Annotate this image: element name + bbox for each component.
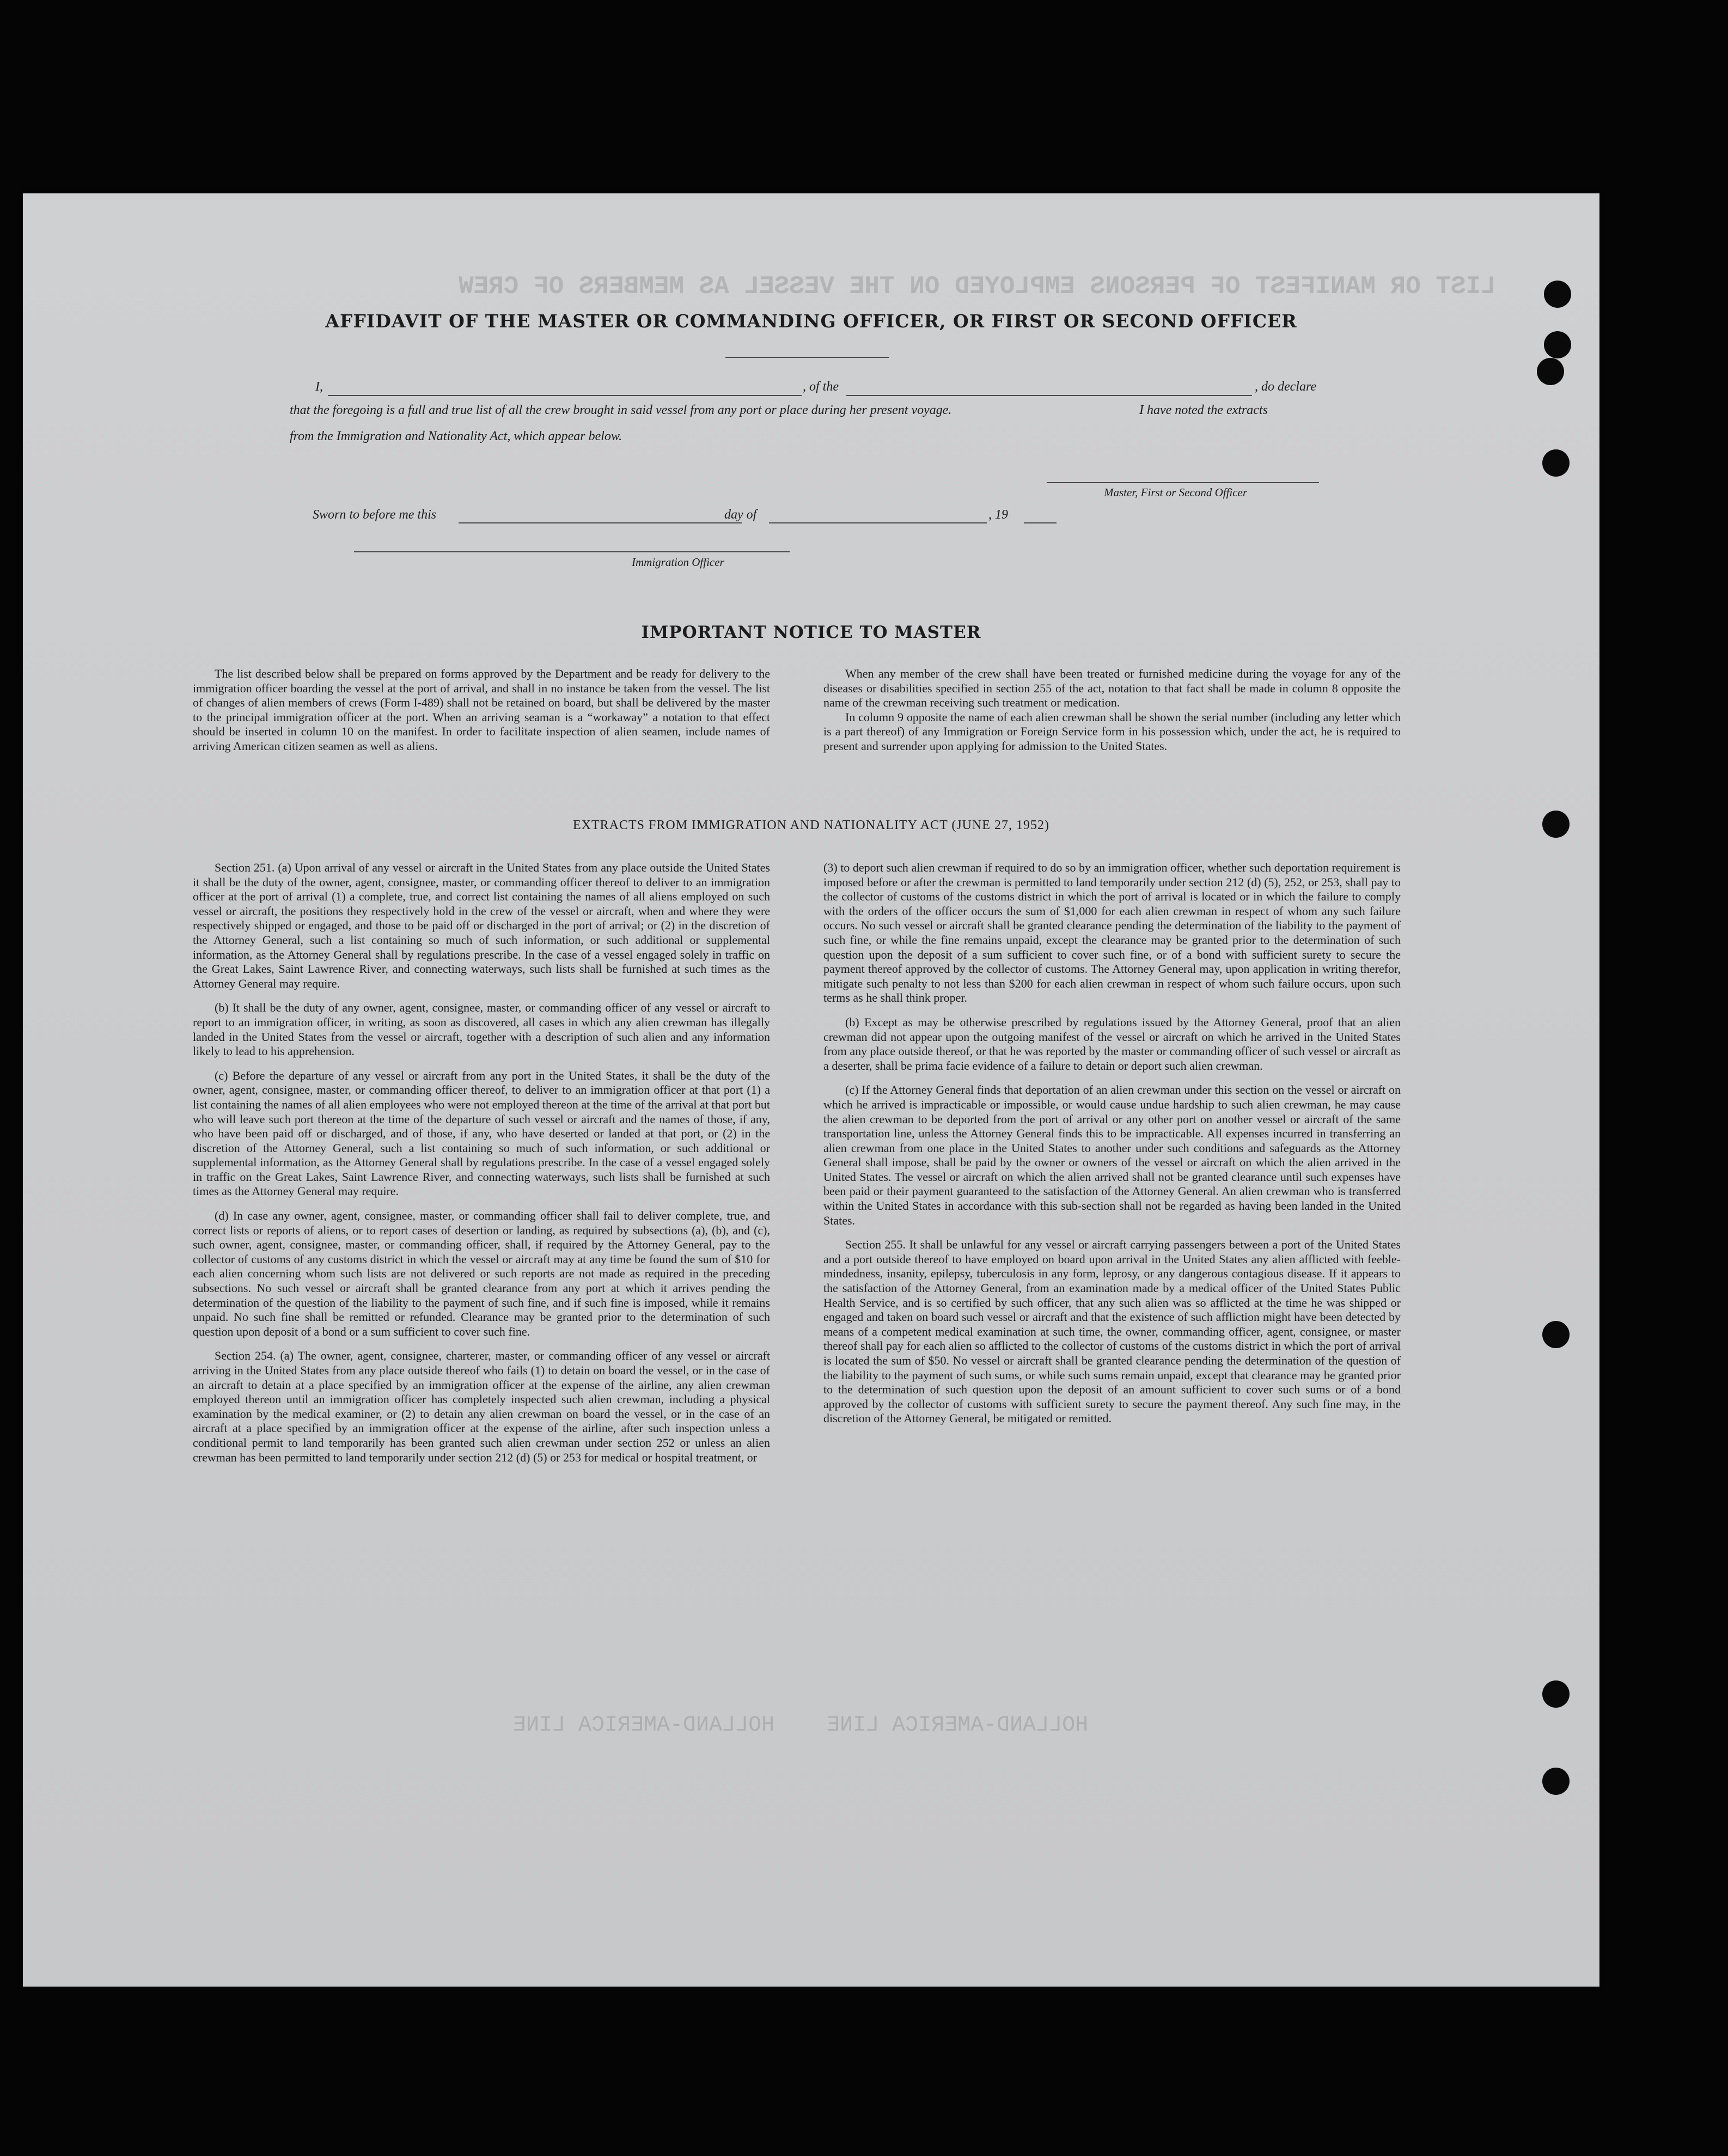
punch-hole [1537,358,1564,385]
affidavit-do-declare: , do declare [1255,380,1317,394]
extracts-left-column [193,861,770,1475]
sworn-year-field[interactable] [1024,522,1057,523]
notice-right-paragraph-2: In column 9 opposite the name of each alien crewman shall be shown the serial number (including any letter which is a part thereof) of any Immigration or Foreign Service form in his possession which, under the act, he is required to present and surrender upon applying for admission to the United States. [823,710,1401,753]
punch-hole [1544,281,1571,308]
affidavit-vessel-field[interactable] [846,395,1252,396]
sworn-label: Sworn to before me this [313,508,437,522]
bleed-through-header: LIST OR MANIFEST OF PERSONS EMPLOYED ON THE VESSEL AS MEMBERS OF CREW [459,272,1496,301]
notice-right-paragraph-1: When any member of the crew shall have been treated or furnished medicine during the voyage for any of the diseases or disabilities specified in section 255 of the act, notation to that fact shall be made in column 8 opposite the name of the crewman receiving such treatment or medication. [823,667,1401,710]
bleed-through-lines: HOLLAND-AMERICA LINE HOLLAND-AMERICA LINE [513,1713,1089,1738]
notice-left-paragraph: The list described below shall be prepared on forms approved by the Department and be ready for delivery to the immigration officer boarding the vessel at the port of arrival, and shall in no instance be taken from the vessel. The list of changes of alien members of crews (Form I-489) shall not be retained on board, but shall be delivered by the master to the principal immigration officer at the port. When an arriving seaman is a “workaway” a notation to that effect should be inserted in column 10 on the manifest. In order to facilitate inspection of alien seamen, include names of arriving American citizen seamen as well as aliens. [193,667,770,753]
notice-left-column [193,667,770,764]
sworn-day-field[interactable] [459,522,742,523]
section-254-a: Section 254. (a) The owner, agent, consignee, charterer, master, or commanding officer of any vessel or aircraft arriving in the United States from any place outside thereof who fails (1) to detain on board the vessel, or in the case of an aircraft to detain at a place specified by an immigration officer at the expense of the airline, any alien crewman employed thereon until an immigration officer has completely inspected such alien crewman, including a physical examination by the medical examiner, or (2) to detain any alien crewman on board the vessel, or in the case of an aircraft at a place specified by an immigration officer at the expense of the airline, after such inspection unless a conditional permit to land temporarily has been granted such alien crewman under section 252 or unless an alien crewman has been permitted to land temporarily under section 212 (d) (5) or 253 for medical or hospital treatment, or [193,1349,770,1464]
section-255: Section 255. It shall be unlawful for any vessel or aircraft carrying passengers between a port of the United States and a port outside thereof to have employed on board upon arrival in the United States any alien afflicted with feeble-mindedness, insanity, epilepsy, tuberculosis in any form, leprosy, or any dangerous contagious disease. If it appears to the satisfaction of the Attorney General, from an examination made by a medical officer of the United States Public Health Service, and is so certified by such officer, that any such alien was so afflicted at the time he was shipped or engaged and taken on board such vessel or aircraft and that the existence of such affliction might have been detected by means of a competent medical examination at such time, the owner, commanding officer, agent, consignee, or master thereof shall pay for each alien so afflicted to the collector of customs of the customs district in which the port of arrival is located the sum of $50. No vessel or aircraft shall be granted clearance pending the determination of the question of the liability to the payment of such sums, or while such sums remain unpaid, except that clearance may be granted prior to the determination of such question upon the deposit of an amount sufficient to cover such sums or of a bond approved by the collector of customs with sufficient surety to secure the payment thereof. Any such fine may, in the discretion of the Attorney General, be mitigated or remitted. [823,1238,1401,1426]
affidavit-statement-line2: from the Immigration and Nationality Act, which appear below. [290,429,622,443]
immigration-officer-caption: Immigration Officer [632,556,724,569]
punch-hole [1542,449,1570,477]
immigration-officer-signature-line[interactable] [354,551,790,552]
section-251-c: (c) Before the departure of any vessel or aircraft from any port in the United States, it shall be the duty of the owner, agent, consignee, master, or commanding officer thereof, to deliver to an immigration officer at that port (1) a list containing the names of all alien employees who were not employed thereon at the time of the arrival at that port but who will leave such port thereon at the time of the departure of such vessel or aircraft and the names of those, if any, who have been paid off or discharged, and of those, if any, who have deserted or landed at that port, or (2) in the discretion of the Attorney General, such a list containing so much of such information, or such additional or supplemental information, as the Attorney General shall by regulations prescribe. In the case of a vessel engaged solely in traffic on the Great Lakes, Saint Lawrence River, and connecting waterways, such lists shall be furnished at such times as the Attorney General may require. [193,1068,770,1198]
section-251-b: (b) It shall be the duty of any owner, agent, consignee, master, or commanding officer of any vessel or aircraft to report to an immigration officer, in writing, as soon as discovered, all cases in which any alien crewman has illegally landed in the United States from the vessel or aircraft, together with a description of such alien and any information likely to lead to his apprehension. [193,1001,770,1058]
master-caption: Master, First or Second Officer [1104,486,1248,499]
extracts-title: EXTRACTS FROM IMMIGRATION AND NATIONALITY ACT (JUNE 27, 1952) [573,818,1049,832]
affidavit-name-field[interactable] [328,395,802,396]
master-signature-line[interactable] [1047,482,1319,483]
document-sheet [23,193,1599,1987]
section-254-b: (b) Except as may be otherwise prescribed by regulations issued by the Attorney General, proof that an alien crewman did not appear upon the outgoing manifest of the vessel or aircraft on which he arrived in the United States from any place outside thereof, or that he was reported by the master or commanding officer of such vessel or aircraft as a deserter, shall be prima facie evidence of a failure to detain or deport such alien crewman. [823,1015,1401,1073]
affidavit-statement-line1: that the foregoing is a full and true list of all the crew brought in said vessel from any port or place during her present voyage. [290,403,952,417]
affidavit-statement-extracts: I have noted the extracts [1139,403,1268,417]
punch-hole [1544,331,1571,358]
punch-hole [1542,1321,1570,1348]
punch-hole [1542,811,1570,838]
affidavit-title: AFFIDAVIT OF THE MASTER OR COMMANDING OFFICER, OR FIRST OR SECOND OFFICER [325,310,1297,332]
affidavit-i-label: I, [315,380,323,394]
year-label: , 19 [988,508,1008,522]
extracts-right-column [823,861,1401,1436]
section-254-a-continued: (3) to deport such alien crewman if required to do so by an immigration officer, whether such deportation requirement is imposed before or after the crewman is permitted to land temporarily under section 212 (d) (5), 252, or 253, shall pay to the collector of customs of the customs district in which the port of arrival is located or in which the failure to comply with the orders of the officer occurs the sum of $1,000 for each alien crewman in respect of whom any such failure occurs. No such vessel or aircraft shall be granted clearance pending the determination of the liability to the payment of such fine, or while the fine remains unpaid, except the clearance may be granted prior to the determination of such question upon the deposit of a sum sufficient to cover such fine, or of a bond with sufficient surety to secure the payment thereof approved by the collector of customs. The Attorney General may, upon application in writing therefor, mitigate such penalty to not less than $200 for each alien crewman in respect of whom such failure occurs, upon such terms as he shall think proper. [823,861,1401,1005]
sworn-month-field[interactable] [769,522,987,523]
affidavit-of-the-label: , of the [803,380,839,394]
section-254-c: (c) If the Attorney General finds that deportation of an alien crewman under this section on the vessel or aircraft on which he arrived is impracticable or impossible, or would cause undue hardship to such alien crewman, he may cause the alien crewman to be deported from the port of arrival or any other port on another vessel or aircraft of the same transportation line, unless the Attorney General finds this to be impracticable. All expenses incurred in transferring an alien crewman from one place in the United States to another under such conditions and safeguards as the Attorney General shall impose, shall be paid by the owner or owners of the vessel or aircraft on which the alien arrived in the United States. The vessel or aircraft on which the alien arrived shall not be granted clearance until such expenses have been paid or their payment guaranteed to the satisfaction of the Attorney General. An alien crewman who is transferred within the United States in accordance with this sub-section shall not be regarded as having been landed in the United States. [823,1083,1401,1227]
section-251-a: Section 251. (a) Upon arrival of any vessel or aircraft in the United States from any place outside the United States it shall be the duty of the owner, agent, consignee, master, or commanding officer thereof to deliver to an immigration officer at the port of arrival (1) a complete, true, and correct list containing the names of all aliens employed on such vessel or aircraft, the positions they respectively hold in the crew of the vessel or aircraft, when and where they were respectively shipped or engaged, and those to be paid off or discharged in the port of arrival; or (2) in the discretion of the Attorney General, such a list containing so much of such information, or such additional or supplemental information, as the Attorney General shall by regulations prescribe. In the case of a vessel engaged solely in traffic on the Great Lakes, Saint Lawrence River, and connecting waterways, such lists shall be furnished at such times as the Attorney General may require. [193,861,770,990]
section-251-d: (d) In case any owner, agent, consignee, master, or commanding officer shall fail to deliver complete, true, and correct lists or reports of aliens, or to report cases of desertion or landing, as required by subsections (a), (b), and (c), such owner, agent, consignee, master, or commanding officer, shall, if required by the Attorney General, pay to the collector of customs of any customs district in which the vessel or aircraft may at any time be found the sum of $10 for each alien concerning whom such lists are not delivered or such reports are not made as required in the preceding subsections. No such vessel or aircraft shall be granted clearance from any port at which it arrives pending the determination of the question of the liability to the payment of such fine, and if such fine is imposed, while it remains unpaid. No such fine shall be remitted or refunded. Clearance may be granted prior to the determination of such question upon deposit of a bond or a sum sufficient to cover such fine. [193,1209,770,1338]
notice-right-column [823,667,1401,764]
notice-title: IMPORTANT NOTICE TO MASTER [641,623,981,642]
punch-hole [1542,1680,1570,1708]
punch-hole [1542,1768,1570,1795]
title-underline [725,357,889,358]
day-of-label: day of [724,508,757,522]
